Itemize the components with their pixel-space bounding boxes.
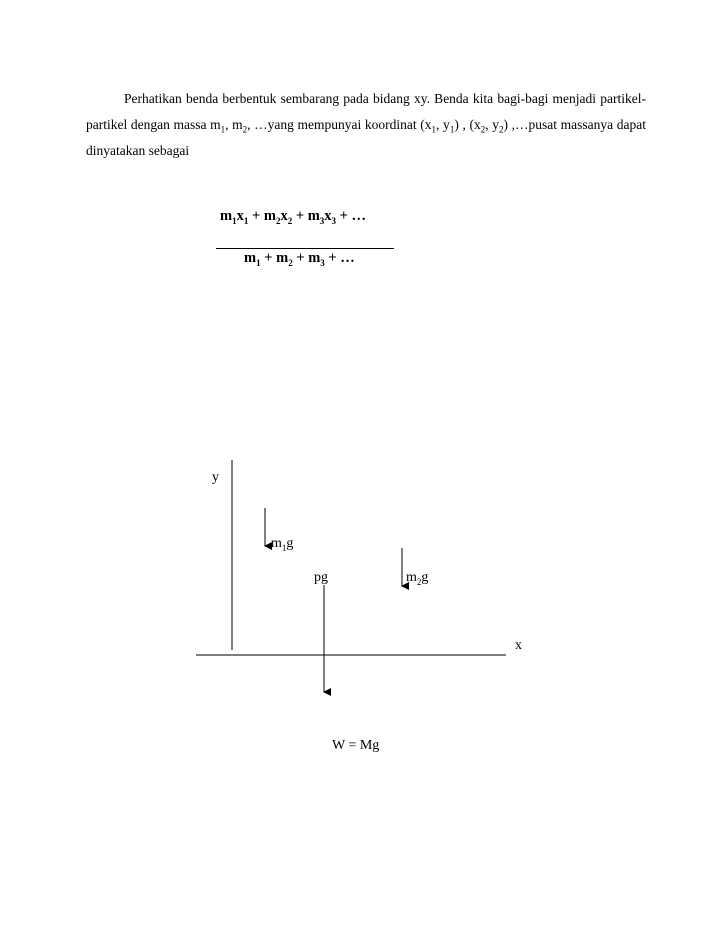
y-axis-label: y bbox=[212, 470, 219, 485]
den-m2: + m bbox=[260, 250, 289, 266]
num-sub-4: 2 bbox=[287, 215, 293, 226]
den-ellipsis: + … bbox=[324, 250, 355, 266]
num-x3: x bbox=[324, 208, 332, 224]
m2g-g: g bbox=[421, 570, 429, 585]
weight-label: W = Mg bbox=[332, 738, 380, 753]
para-text-3: , …yang mempunyai koordinat (x bbox=[247, 117, 432, 132]
num-sub-1: 1 bbox=[232, 215, 237, 226]
para-text-7: ) ,…pusat massanya dapat dinyatakan sebagai bbox=[86, 117, 646, 158]
x-axis-label: x bbox=[515, 638, 522, 653]
den-m3: + m bbox=[292, 250, 321, 266]
para-sub-5: 2 bbox=[480, 124, 486, 135]
para-sub-6: 2 bbox=[498, 124, 504, 135]
para-text-2: , m bbox=[225, 117, 243, 132]
para-sub-3: 1 bbox=[431, 124, 437, 135]
den-m1: m bbox=[244, 250, 257, 266]
pg-label: pg bbox=[314, 570, 328, 585]
para-text-6: , y bbox=[485, 117, 499, 132]
num-sub-5: 3 bbox=[319, 215, 325, 226]
m1g-label bbox=[271, 536, 293, 552]
m2g-sub: 2 bbox=[416, 576, 422, 587]
m1g-m: m bbox=[271, 536, 282, 551]
num-m1: m bbox=[220, 208, 233, 224]
para-sub-1: 1 bbox=[220, 124, 226, 135]
para-text-4: , y bbox=[436, 117, 450, 132]
num-m3: + m bbox=[292, 208, 320, 224]
num-ellipsis: + … bbox=[336, 208, 367, 224]
m2g-label bbox=[406, 570, 428, 586]
den-sub-3: 3 bbox=[320, 257, 325, 268]
m1g-g: g bbox=[286, 536, 294, 551]
num-x2: x bbox=[280, 208, 288, 224]
num-sub-3: 2 bbox=[275, 215, 281, 226]
para-text-5: ) , (x bbox=[454, 117, 481, 132]
den-sub-2: 2 bbox=[288, 257, 293, 268]
num-sub-2: 1 bbox=[243, 215, 249, 226]
num-sub-6: 3 bbox=[331, 215, 337, 226]
den-sub-1: 1 bbox=[256, 257, 261, 268]
para-text-1: Perhatikan benda berbentuk sembarang pada bidang xy. Benda kita bagi-bagi menjadi partikel-partikel dengan massa m bbox=[86, 91, 646, 132]
num-m2: + m bbox=[248, 208, 276, 224]
m1g-sub: 1 bbox=[281, 542, 287, 553]
para-sub-4: 1 bbox=[449, 124, 455, 135]
num-x1: x bbox=[236, 208, 244, 224]
para-sub-2: 2 bbox=[242, 124, 248, 135]
m2g-m: m bbox=[406, 570, 417, 585]
